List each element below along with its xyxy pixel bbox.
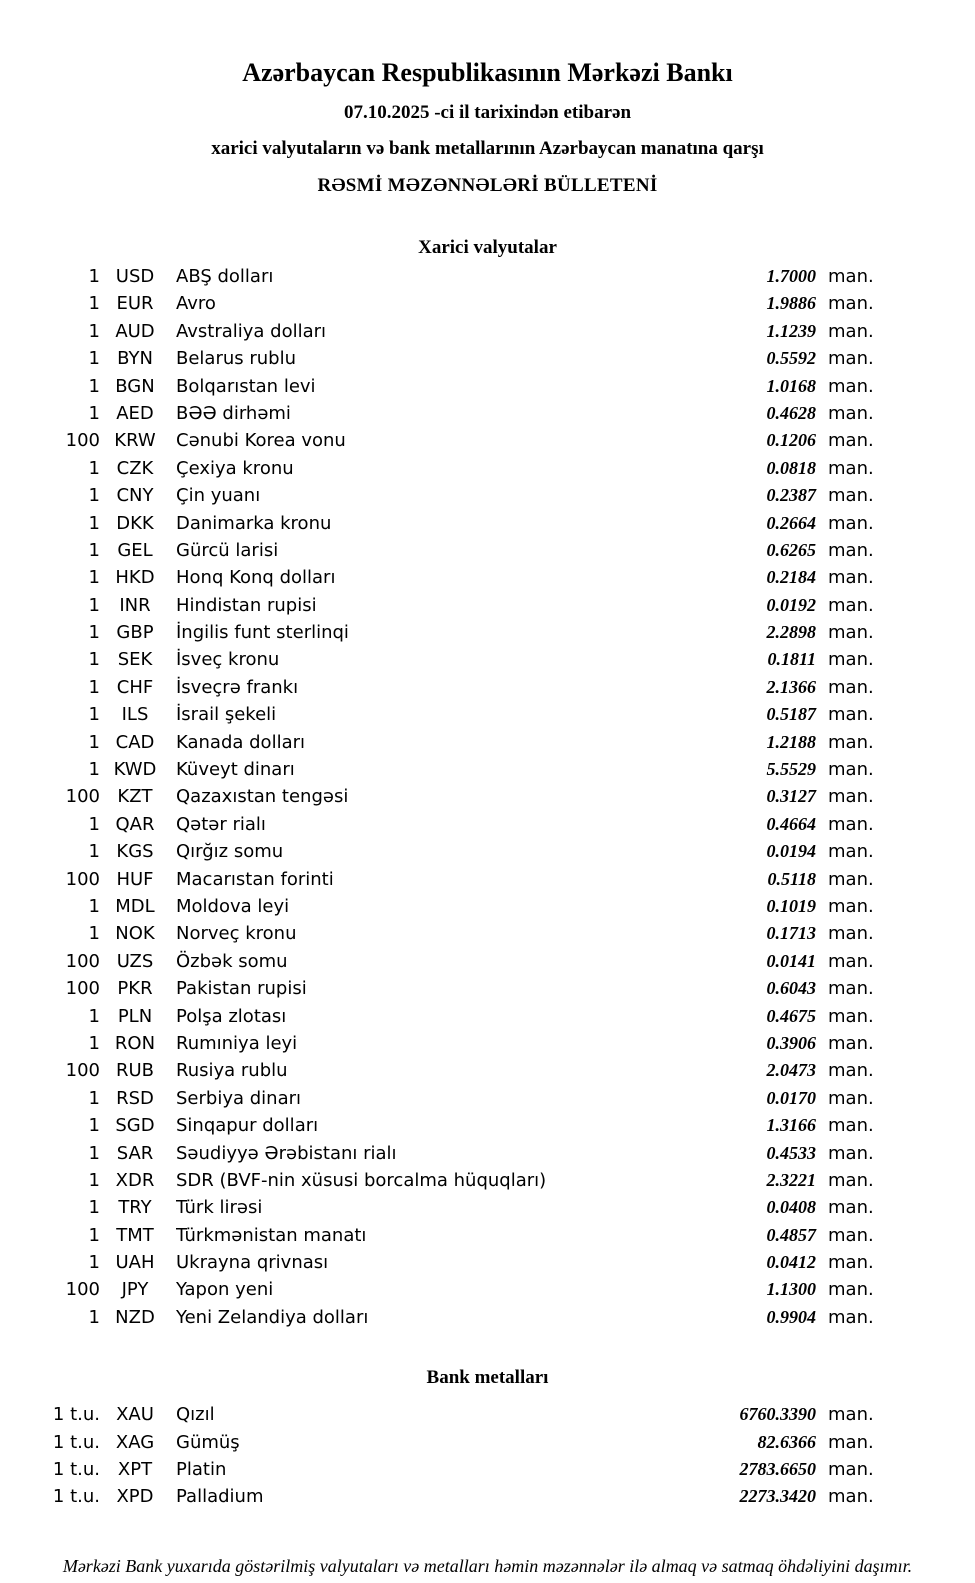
quantity-cell: 1 xyxy=(88,813,100,835)
quantity-cell: 1 xyxy=(88,1197,100,1219)
currency-name-cell: Küveyt dinarı xyxy=(176,759,295,781)
rate-value-cell: 0.5592 xyxy=(766,348,816,369)
currency-code-cell: CAD xyxy=(115,731,155,753)
currency-code-cell: BGN xyxy=(115,375,155,397)
quantity-cell: 100 xyxy=(65,868,100,890)
unit-cell: man. xyxy=(828,1005,874,1027)
rate-value-cell: 0.6265 xyxy=(766,539,816,560)
quantity-cell: 1 xyxy=(88,649,100,671)
rate-row xyxy=(0,1194,975,1221)
quantity-cell: 1 xyxy=(88,759,100,781)
currency-code-cell: PLN xyxy=(117,1005,153,1027)
rate-row xyxy=(0,263,975,290)
quantity-cell: 1 xyxy=(88,1115,100,1137)
currency-code-cell: NZD xyxy=(115,1306,155,1328)
currency-code-cell: EUR xyxy=(116,293,154,315)
unit-cell: man. xyxy=(828,841,874,863)
quantity-cell: 100 xyxy=(65,1279,100,1301)
rate-row xyxy=(0,1276,975,1303)
currencies-section-title: Xarici valyutalar xyxy=(418,237,557,258)
rate-row xyxy=(0,866,975,893)
rate-value-cell: 0.0412 xyxy=(766,1252,816,1273)
rate-row xyxy=(0,318,975,345)
currency-code-cell: JPY xyxy=(121,1279,149,1301)
currency-name-cell: Danimarka kronu xyxy=(176,512,332,534)
currency-name-cell: Norveç kronu xyxy=(176,923,297,945)
unit-cell: man. xyxy=(828,978,874,1000)
currency-code-cell: HKD xyxy=(115,567,155,589)
rate-row xyxy=(0,1003,975,1030)
unit-cell: man. xyxy=(828,1224,874,1246)
rate-value-cell: 1.2188 xyxy=(766,731,816,752)
quantity-cell: 1 xyxy=(88,266,100,287)
rate-row xyxy=(0,345,975,372)
rate-value-cell: 0.2664 xyxy=(766,512,816,533)
currency-name-cell: Qazaxıstan tengəsi xyxy=(176,786,349,808)
currency-name-cell: Moldova leyi xyxy=(176,895,290,917)
currency-code-cell: CNY xyxy=(116,485,154,507)
rate-value-cell: 2273.3420 xyxy=(739,1486,816,1507)
currency-name-cell: Türk lirəsi xyxy=(176,1197,263,1219)
rate-row xyxy=(0,455,975,482)
currency-code-cell: BYN xyxy=(117,348,153,370)
rate-row xyxy=(0,1304,975,1331)
unit-cell: man. xyxy=(828,485,874,507)
unit-cell: man. xyxy=(828,1087,874,1109)
rate-row xyxy=(0,482,975,509)
currency-name-cell: Hindistan rupisi xyxy=(176,594,317,616)
unit-cell: man. xyxy=(828,1431,874,1453)
quantity-cell: 1 xyxy=(88,1306,100,1328)
currency-name-cell: BƏƏ dirhəmi xyxy=(176,402,291,424)
metals-table xyxy=(0,1401,975,1511)
rate-row xyxy=(0,400,975,427)
quantity-cell: 1 xyxy=(88,1252,100,1274)
currency-name-cell: İsveçrə frankı xyxy=(176,676,299,698)
rate-row xyxy=(0,756,975,783)
rate-value-cell: 2.3221 xyxy=(766,1169,816,1190)
quantity-cell: 1 xyxy=(88,1087,100,1109)
rate-row xyxy=(0,948,975,975)
unit-cell: man. xyxy=(828,1115,874,1137)
rate-row xyxy=(0,674,975,701)
rate-row xyxy=(0,1112,975,1139)
currency-name-cell: Macarıstan forinti xyxy=(176,868,334,890)
unit-cell: man. xyxy=(828,1252,874,1274)
rate-value-cell: 2.1366 xyxy=(766,676,816,697)
currency-name-cell: Qırğız somu xyxy=(176,841,284,863)
currency-code-cell: HUF xyxy=(116,868,154,890)
unit-cell: man. xyxy=(828,950,874,972)
currency-name-cell: Polşa zlotası xyxy=(176,1005,287,1027)
unit-cell: man. xyxy=(828,567,874,589)
currency-code-cell: AUD xyxy=(115,320,155,342)
currency-name-cell: İsrail şekeli xyxy=(176,704,277,726)
quantity-cell: 100 xyxy=(65,978,100,1000)
currency-code-cell: ILS xyxy=(121,704,149,726)
currency-code-cell: QAR xyxy=(115,813,155,835)
rate-value-cell: 1.7000 xyxy=(766,266,816,286)
currency-name-cell: Pakistan rupisi xyxy=(176,978,307,1000)
currency-name-cell: Çexiya kronu xyxy=(176,457,294,479)
quantity-cell: 1 xyxy=(88,1169,100,1191)
unit-cell: man. xyxy=(828,1279,874,1301)
bank-name-title: Azərbaycan Respublikasının Mərkəzi Bankı xyxy=(242,58,733,87)
currency-code-cell: CHF xyxy=(116,676,154,698)
quantity-cell: 1 xyxy=(88,622,100,644)
quantity-cell: 1 xyxy=(88,704,100,726)
currency-code-cell: XPT xyxy=(117,1459,153,1481)
currency-code-cell: XAG xyxy=(115,1431,155,1453)
rate-value-cell: 1.9886 xyxy=(766,293,816,314)
rate-row xyxy=(0,427,975,454)
quantity-cell: 1 t.u. xyxy=(52,1459,100,1481)
bulletin-header xyxy=(0,0,975,197)
quantity-cell: 1 xyxy=(88,895,100,917)
unit-cell: man. xyxy=(828,320,874,342)
currency-code-cell: XAU xyxy=(116,1404,154,1426)
rate-value-cell: 1.3166 xyxy=(766,1115,816,1136)
rate-row xyxy=(0,1057,975,1084)
unit-cell: man. xyxy=(828,868,874,890)
currency-name-cell: Kanada dolları xyxy=(176,731,306,753)
rate-row xyxy=(0,783,975,810)
unit-cell: man. xyxy=(828,813,874,835)
rate-row xyxy=(0,1222,975,1249)
rate-row xyxy=(0,510,975,537)
currency-name-cell: Ukrayna qrivnası xyxy=(176,1252,329,1274)
quantity-cell: 1 xyxy=(88,841,100,863)
rate-row xyxy=(0,1456,975,1483)
currency-name-cell: İngilis funt sterlinqi xyxy=(176,622,349,644)
unit-cell: man. xyxy=(828,512,874,534)
unit-cell: man. xyxy=(828,375,874,397)
quantity-cell: 1 xyxy=(88,320,100,342)
rate-value-cell: 0.4857 xyxy=(766,1224,816,1245)
currency-name-cell: Honq Konq dolları xyxy=(176,567,336,589)
rate-value-cell: 0.3906 xyxy=(766,1032,816,1053)
currency-name-cell: İsveç kronu xyxy=(176,649,280,671)
rate-value-cell: 0.4533 xyxy=(766,1142,816,1163)
unit-cell: man. xyxy=(828,293,874,315)
rate-row xyxy=(0,811,975,838)
currency-name-cell: Qızıl xyxy=(176,1404,215,1426)
currency-name-cell: Serbiya dinarı xyxy=(176,1087,301,1109)
quantity-cell: 100 xyxy=(65,1060,100,1082)
rate-value-cell: 0.4675 xyxy=(766,1005,816,1026)
subject-line: xarici valyutaların və bank metallarının Azərbaycan manatına qarşı xyxy=(211,138,764,159)
currency-code-cell: KZT xyxy=(117,786,153,808)
quantity-cell: 1 xyxy=(88,348,100,370)
unit-cell: man. xyxy=(828,266,874,287)
unit-cell: man. xyxy=(828,457,874,479)
rate-row xyxy=(0,373,975,400)
rate-row xyxy=(0,1483,975,1510)
rate-value-cell: 0.1206 xyxy=(766,430,816,451)
currency-code-cell: NOK xyxy=(115,923,155,945)
currency-name-cell: Gümüş xyxy=(176,1431,240,1453)
quantity-cell: 1 xyxy=(88,512,100,534)
metals-section-title: Bank metalları xyxy=(426,1367,549,1389)
unit-cell: man. xyxy=(828,676,874,698)
currency-name-cell: SDR (BVF-nin xüsusi borcalma hüquqları) xyxy=(176,1169,547,1191)
quantity-cell: 1 xyxy=(88,1224,100,1246)
rate-value-cell: 0.1811 xyxy=(767,649,816,670)
rate-row xyxy=(0,1167,975,1194)
rate-value-cell: 6760.3390 xyxy=(739,1404,816,1425)
rate-value-cell: 0.0170 xyxy=(766,1087,816,1108)
currency-name-cell: Özbək somu xyxy=(176,950,288,972)
rate-row xyxy=(0,537,975,564)
unit-cell: man. xyxy=(828,759,874,781)
rate-value-cell: 2.2898 xyxy=(766,622,816,643)
rate-value-cell: 1.1239 xyxy=(766,320,816,341)
currency-name-cell: Türkmənistan manatı xyxy=(176,1224,367,1246)
unit-cell: man. xyxy=(828,1306,874,1328)
rate-value-cell: 0.6043 xyxy=(766,978,816,999)
rate-value-cell: 0.4664 xyxy=(766,813,816,834)
rate-row xyxy=(0,1030,975,1057)
quantity-cell: 1 xyxy=(88,293,100,315)
rate-row xyxy=(0,619,975,646)
unit-cell: man. xyxy=(828,1459,874,1481)
quantity-cell: 1 xyxy=(88,375,100,397)
currency-code-cell: SAR xyxy=(116,1142,154,1164)
currency-name-cell: Bolqarıstan levi xyxy=(176,375,316,397)
rate-value-cell: 5.5529 xyxy=(766,759,816,780)
currency-code-cell: USD xyxy=(115,266,155,287)
unit-cell: man. xyxy=(828,731,874,753)
rate-value-cell: 2.0473 xyxy=(766,1060,816,1081)
unit-cell: man. xyxy=(828,1197,874,1219)
rate-value-cell: 0.0408 xyxy=(766,1197,816,1218)
rate-row xyxy=(0,729,975,756)
rate-value-cell: 0.0818 xyxy=(766,457,816,478)
currency-code-cell: RON xyxy=(114,1032,156,1054)
rate-value-cell: 0.3127 xyxy=(766,786,816,807)
currency-code-cell: KWD xyxy=(113,759,157,781)
rate-row xyxy=(0,1429,975,1456)
rate-row xyxy=(0,1249,975,1276)
rate-value-cell: 0.0141 xyxy=(766,950,816,971)
currency-name-cell: Yeni Zelandiya dolları xyxy=(176,1306,369,1328)
bulletin-title: RƏSMİ MƏZƏNNƏLƏRİ BÜLLETENİ xyxy=(317,175,658,196)
rate-row xyxy=(0,1401,975,1428)
rate-value-cell: 0.4628 xyxy=(766,402,816,423)
unit-cell: man. xyxy=(828,622,874,644)
unit-cell: man. xyxy=(828,539,874,561)
unit-cell: man. xyxy=(828,594,874,616)
quantity-cell: 100 xyxy=(65,950,100,972)
rate-row xyxy=(0,975,975,1002)
unit-cell: man. xyxy=(828,1032,874,1054)
currency-code-cell: RSD xyxy=(116,1087,154,1109)
quantity-cell: 100 xyxy=(65,786,100,808)
currency-code-cell: GEL xyxy=(117,539,153,561)
rate-row xyxy=(0,920,975,947)
quantity-cell: 1 t.u. xyxy=(52,1486,100,1508)
rate-row xyxy=(0,646,975,673)
unit-cell: man. xyxy=(828,402,874,424)
currency-name-cell: Avro xyxy=(176,293,216,315)
currency-code-cell: UAH xyxy=(115,1252,155,1274)
currency-code-cell: XDR xyxy=(115,1169,155,1191)
rate-row xyxy=(0,290,975,317)
rate-row xyxy=(0,1085,975,1112)
rate-row xyxy=(0,1140,975,1167)
rate-value-cell: 0.2184 xyxy=(766,567,816,588)
rate-row xyxy=(0,701,975,728)
quantity-cell: 1 xyxy=(88,567,100,589)
currencies-table xyxy=(0,263,975,1331)
rate-value-cell: 1.1300 xyxy=(766,1279,816,1300)
quantity-cell: 1 xyxy=(88,1032,100,1054)
unit-cell: man. xyxy=(828,430,874,452)
rate-row xyxy=(0,838,975,865)
currency-code-cell: SEK xyxy=(117,649,153,671)
rate-value-cell: 0.5118 xyxy=(767,868,816,889)
unit-cell: man. xyxy=(828,704,874,726)
currency-code-cell: PKR xyxy=(117,978,153,1000)
quantity-cell: 1 xyxy=(88,402,100,424)
currency-name-cell: Yapon yeni xyxy=(176,1279,274,1301)
currency-code-cell: TRY xyxy=(118,1197,152,1219)
currency-name-cell: Gürcü larisi xyxy=(176,539,279,561)
rate-value-cell: 0.0192 xyxy=(766,594,816,615)
rate-value-cell: 0.5187 xyxy=(766,704,816,725)
currency-code-cell: KRW xyxy=(114,430,156,452)
currency-code-cell: CZK xyxy=(116,457,154,479)
currency-name-cell: Qətər rialı xyxy=(176,813,266,835)
rate-value-cell: 0.2387 xyxy=(766,485,816,506)
currency-name-cell: Palladium xyxy=(176,1486,264,1508)
currency-code-cell: GBP xyxy=(116,622,154,644)
quantity-cell: 1 xyxy=(88,1005,100,1027)
unit-cell: man. xyxy=(828,1404,874,1426)
quantity-cell: 1 xyxy=(88,594,100,616)
currency-code-cell: SGD xyxy=(115,1115,155,1137)
unit-cell: man. xyxy=(828,923,874,945)
rate-row xyxy=(0,592,975,619)
currency-code-cell: INR xyxy=(119,594,151,616)
rate-value-cell: 1.0168 xyxy=(766,375,816,396)
quantity-cell: 1 xyxy=(88,485,100,507)
quantity-cell: 1 xyxy=(88,923,100,945)
currency-code-cell: UZS xyxy=(116,950,154,972)
unit-cell: man. xyxy=(828,649,874,671)
unit-cell: man. xyxy=(828,1060,874,1082)
currency-code-cell: MDL xyxy=(115,895,155,917)
currency-code-cell: AED xyxy=(116,402,154,424)
rate-value-cell: 0.1713 xyxy=(766,923,816,944)
unit-cell: man. xyxy=(828,1142,874,1164)
unit-cell: man. xyxy=(828,1486,874,1508)
unit-cell: man. xyxy=(828,1169,874,1191)
currency-name-cell: Belarus rublu xyxy=(176,348,297,370)
currency-name-cell: Səudiyyə Ərəbistanı rialı xyxy=(176,1142,397,1164)
currency-code-cell: XPD xyxy=(116,1486,154,1508)
quantity-cell: 1 xyxy=(88,539,100,561)
disclaimer-text: Mərkəzi Bank yuxarıda göstərilmiş valyutaları və metalları həmin məzənnələr ilə almaq və satmaq öhdəliyini daşımır. xyxy=(62,1555,913,1576)
quantity-cell: 1 xyxy=(88,676,100,698)
unit-cell: man. xyxy=(828,786,874,808)
currency-code-cell: DKK xyxy=(116,512,154,534)
currency-name-cell: Avstraliya dolları xyxy=(176,320,327,342)
effective-date-line: 07.10.2025 -ci il tarixindən etibarən xyxy=(343,102,632,123)
currency-code-cell: RUB xyxy=(115,1060,155,1082)
currency-name-cell: Sinqapur dolları xyxy=(176,1115,319,1137)
currency-code-cell: KGS xyxy=(116,841,154,863)
currency-name-cell: Cənubi Korea vonu xyxy=(176,430,346,452)
unit-cell: man. xyxy=(828,895,874,917)
currency-name-cell: ABŞ dolları xyxy=(176,266,274,287)
rate-value-cell: 82.6366 xyxy=(757,1431,816,1452)
quantity-cell: 1 xyxy=(88,731,100,753)
quantity-cell: 1 t.u. xyxy=(52,1404,100,1426)
quantity-cell: 100 xyxy=(65,430,100,452)
rate-value-cell: 0.1019 xyxy=(766,895,816,916)
currency-name-cell: Rumıniya leyi xyxy=(176,1032,298,1054)
currency-code-cell: TMT xyxy=(116,1224,154,1246)
rate-value-cell: 2783.6650 xyxy=(739,1459,816,1480)
currency-name-cell: Rusiya rublu xyxy=(176,1060,288,1082)
rate-row xyxy=(0,893,975,920)
rate-value-cell: 0.9904 xyxy=(766,1306,816,1327)
currency-name-cell: Çin yuanı xyxy=(176,485,261,507)
currency-name-cell: Platin xyxy=(176,1459,227,1481)
quantity-cell: 1 t.u. xyxy=(52,1431,100,1453)
quantity-cell: 1 xyxy=(88,457,100,479)
rate-row xyxy=(0,564,975,591)
quantity-cell: 1 xyxy=(88,1142,100,1164)
unit-cell: man. xyxy=(828,348,874,370)
rate-value-cell: 0.0194 xyxy=(766,841,816,862)
